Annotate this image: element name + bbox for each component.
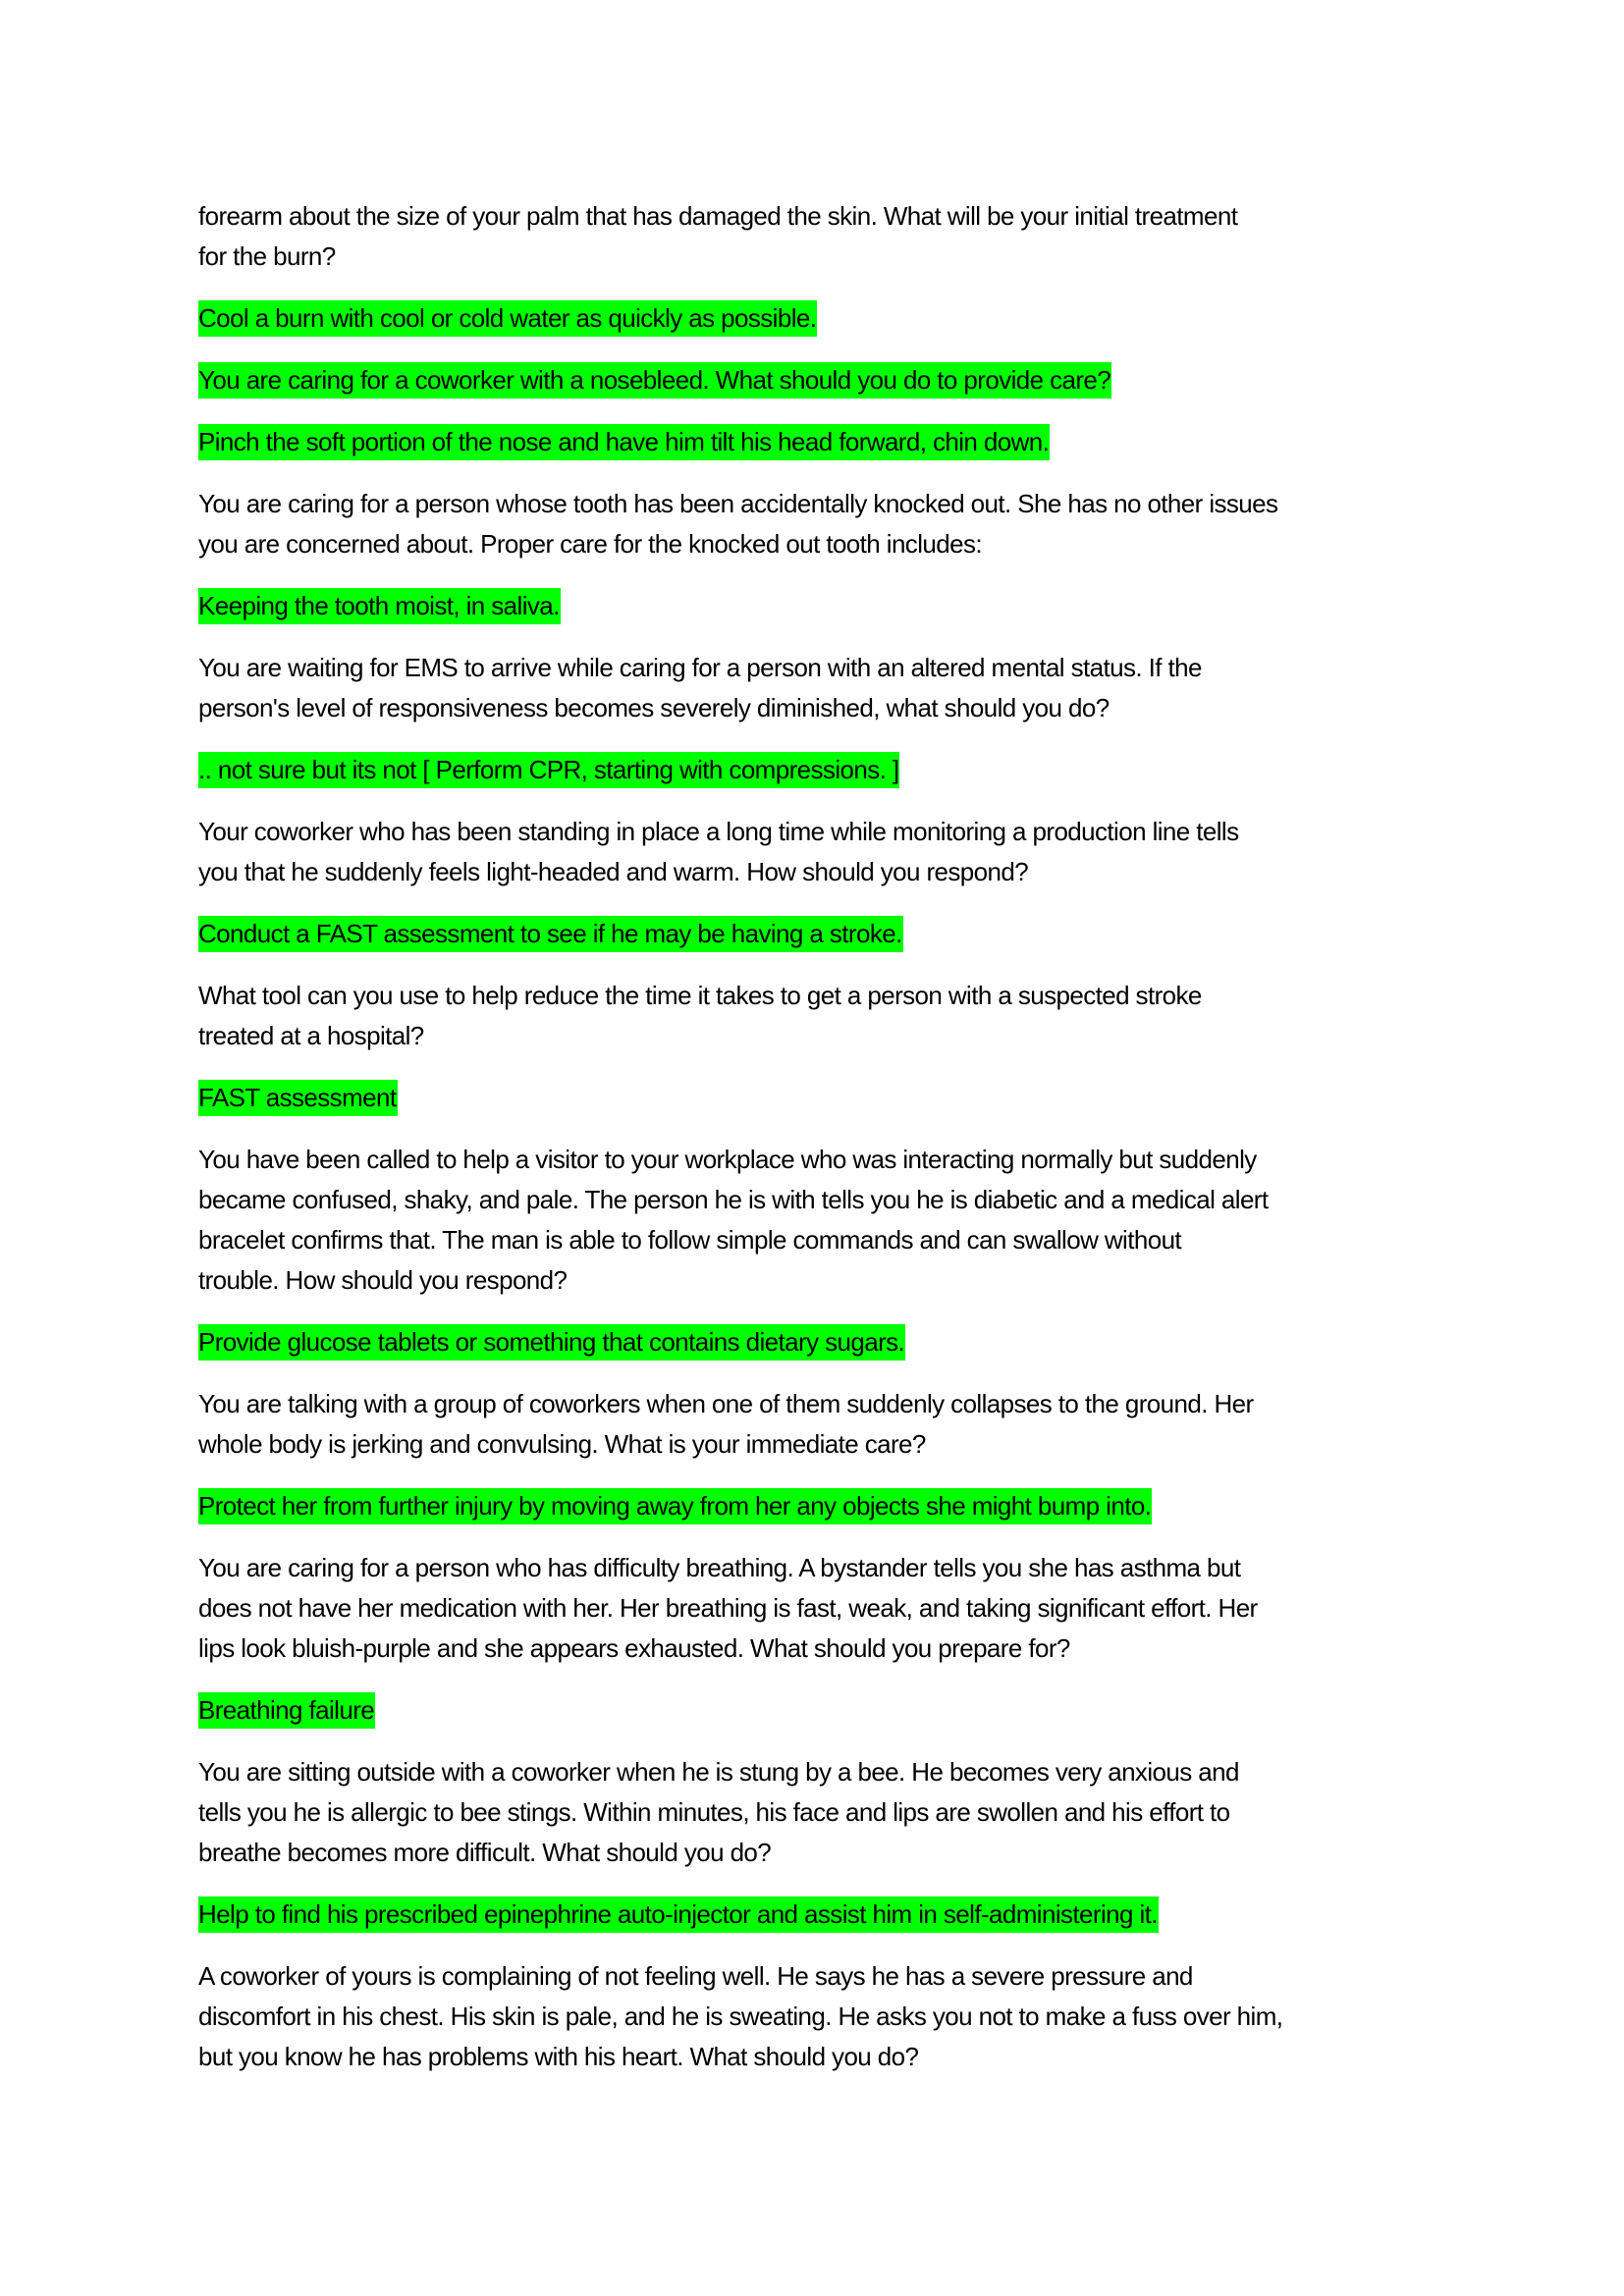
- text: became confused, shaky, and pale. The person he is with tells you he is diabetic and a medical alert: [198, 1185, 1269, 1214]
- answer-paragraph: [198, 1690, 1475, 1731]
- text: but you know he has problems with his heart. What should you do?: [198, 2042, 919, 2071]
- text: discomfort in his chest. His skin is pale, and he is sweating. He asks you not to make a fuss over him,: [198, 2002, 1283, 2031]
- text-line: [198, 1588, 1475, 1629]
- answer-paragraph: [198, 1322, 1475, 1362]
- text-line: [198, 1548, 1475, 1588]
- text-line: [198, 1220, 1475, 1260]
- answer-paragraph: [198, 1895, 1475, 1935]
- text: tells you he is allergic to bee stings. Within minutes, his face and lips are swollen and his effort to: [198, 1797, 1230, 1827]
- text-line: [198, 914, 1475, 954]
- question-paragraph: [198, 976, 1475, 1056]
- text-line: [198, 976, 1475, 1016]
- highlighted-text: .. not sure but its not [ Perform CPR, starting with compressions. ]: [198, 752, 899, 788]
- text-line: [198, 1260, 1475, 1301]
- text: does not have her medication with her. Her breathing is fast, weak, and taking significant effort. Her: [198, 1593, 1258, 1623]
- text-line: [198, 1895, 1475, 1935]
- text-line: [198, 648, 1475, 688]
- question-paragraph: [198, 360, 1475, 400]
- document-page: [198, 196, 1475, 2099]
- text: You are sitting outside with a coworker when he is stung by a bee. He becomes very anxious and: [198, 1757, 1239, 1787]
- highlighted-text: Conduct a FAST assessment to see if he may be having a stroke.: [198, 916, 903, 952]
- question-paragraph: [198, 1548, 1475, 1669]
- text-line: [198, 1690, 1475, 1731]
- text-line: [198, 196, 1475, 237]
- text-line: [198, 298, 1475, 339]
- text: for the burn?: [198, 241, 336, 271]
- answer-paragraph: [198, 1486, 1475, 1526]
- highlighted-text: Pinch the soft portion of the nose and have him tilt his head forward, chin down.: [198, 424, 1050, 460]
- text-line: [198, 1486, 1475, 1526]
- text-line: [198, 1997, 1475, 2037]
- question-paragraph: [198, 648, 1475, 728]
- question-paragraph: [198, 1384, 1475, 1465]
- highlighted-text: Protect her from further injury by moving away from her any objects she might bump into.: [198, 1488, 1152, 1524]
- highlighted-text: Keeping the tooth moist, in saliva.: [198, 588, 561, 624]
- highlighted-text: Cool a burn with cool or cold water as quickly as possible.: [198, 300, 817, 337]
- text-line: [198, 1384, 1475, 1424]
- text: person's level of responsiveness becomes severely diminished, what should you do?: [198, 693, 1110, 722]
- question-paragraph: [198, 1956, 1475, 2077]
- text-line: [198, 524, 1475, 564]
- answer-paragraph: [198, 1078, 1475, 1118]
- text-line: [198, 237, 1475, 277]
- text-line: [198, 852, 1475, 892]
- text: whole body is jerking and convulsing. What is your immediate care?: [198, 1429, 926, 1459]
- text: you that he suddenly feels light-headed and warm. How should you respond?: [198, 857, 1029, 886]
- text: trouble. How should you respond?: [198, 1265, 568, 1295]
- text: You are waiting for EMS to arrive while caring for a person with an altered mental status. If the: [198, 653, 1202, 682]
- text: bracelet confirms that. The man is able to follow simple commands and can swallow without: [198, 1225, 1182, 1255]
- highlighted-text: Help to find his prescribed epinephrine auto-injector and assist him in self-administering it.: [198, 1896, 1159, 1933]
- text-line: [198, 1424, 1475, 1465]
- highlighted-text: Provide glucose tablets or something that contains dietary sugars.: [198, 1324, 905, 1361]
- highlighted-text: You are caring for a coworker with a nosebleed. What should you do to provide care?: [198, 362, 1111, 399]
- text-line: [198, 1792, 1475, 1833]
- text: Your coworker who has been standing in place a long time while monitoring a production line tells: [198, 817, 1239, 846]
- text-line: [198, 688, 1475, 728]
- text: lips look bluish-purple and she appears exhausted. What should you prepare for?: [198, 1633, 1070, 1663]
- text: A coworker of yours is complaining of not feeling well. He says he has a severe pressure and: [198, 1961, 1193, 1991]
- text-line: [198, 1016, 1475, 1056]
- text-line: [198, 586, 1475, 626]
- text-line: [198, 750, 1475, 790]
- text-line: [198, 1833, 1475, 1873]
- text: You are caring for a person who has difficulty breathing. A bystander tells you she has asthma but: [198, 1553, 1241, 1582]
- question-paragraph: [198, 1752, 1475, 1873]
- text-line: [198, 422, 1475, 462]
- answer-paragraph: [198, 422, 1475, 462]
- text: you are concerned about. Proper care for the knocked out tooth includes:: [198, 529, 982, 559]
- text-line: [198, 1322, 1475, 1362]
- text: You are caring for a person whose tooth has been accidentally knocked out. She has no other issues: [198, 489, 1278, 518]
- question-paragraph: [198, 1140, 1475, 1301]
- answer-paragraph: [198, 750, 1475, 790]
- text-line: [198, 1180, 1475, 1220]
- text: What tool can you use to help reduce the time it takes to get a person with a suspected stroke: [198, 981, 1202, 1010]
- question-paragraph: [198, 196, 1475, 277]
- highlighted-text: FAST assessment: [198, 1080, 398, 1116]
- text: You have been called to help a visitor to your workplace who was interacting normally but suddenly: [198, 1145, 1257, 1174]
- text-line: [198, 1629, 1475, 1669]
- answer-paragraph: [198, 914, 1475, 954]
- question-paragraph: [198, 812, 1475, 892]
- text: You are talking with a group of coworkers when one of them suddenly collapses to the ground. Her: [198, 1389, 1254, 1418]
- text: treated at a hospital?: [198, 1021, 424, 1050]
- text: breathe becomes more difficult. What should you do?: [198, 1838, 772, 1867]
- text-line: [198, 1956, 1475, 1997]
- text-line: [198, 812, 1475, 852]
- answer-paragraph: [198, 586, 1475, 626]
- text-line: [198, 484, 1475, 524]
- text-line: [198, 1140, 1475, 1180]
- text-line: [198, 2037, 1475, 2077]
- text-line: [198, 1752, 1475, 1792]
- answer-paragraph: [198, 298, 1475, 339]
- text: forearm about the size of your palm that has damaged the skin. What will be your initial treatment: [198, 201, 1238, 231]
- question-paragraph: [198, 484, 1475, 564]
- highlighted-text: Breathing failure: [198, 1692, 375, 1729]
- text-line: [198, 360, 1475, 400]
- text-line: [198, 1078, 1475, 1118]
